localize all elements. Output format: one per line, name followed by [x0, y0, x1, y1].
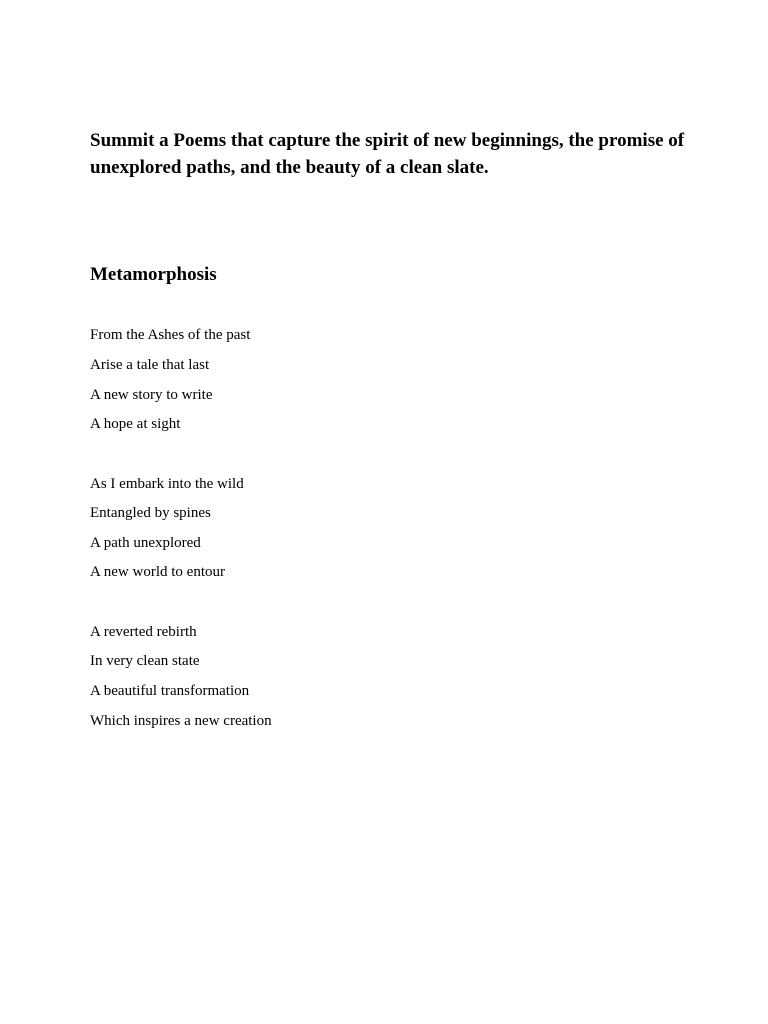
poem-line: Which inspires a new creation: [90, 713, 272, 729]
poem-line: A new story to write: [90, 387, 213, 403]
poem-line: A reverted rebirth: [90, 624, 197, 640]
poem-line: A beautiful transformation: [90, 683, 250, 699]
poem-line: A path unexplored: [90, 535, 201, 551]
poem-line: In very clean state: [90, 653, 200, 669]
poem-line: A new world to entour: [90, 564, 225, 580]
poem-title: Metamorphosis: [90, 264, 217, 285]
prompt-heading: Summit a Poems that capture the spirit of new beginnings, the promise of unexplored paths, and the beauty of a clean slate.: [90, 130, 685, 178]
poem-line: As I embark into the wild: [90, 476, 244, 492]
poem-line: Arise a tale that last: [90, 357, 210, 373]
poem-line: Entangled by spines: [90, 505, 211, 521]
poem-line: From the Ashes of the past: [90, 327, 251, 343]
poem-line: A hope at sight: [90, 416, 181, 432]
